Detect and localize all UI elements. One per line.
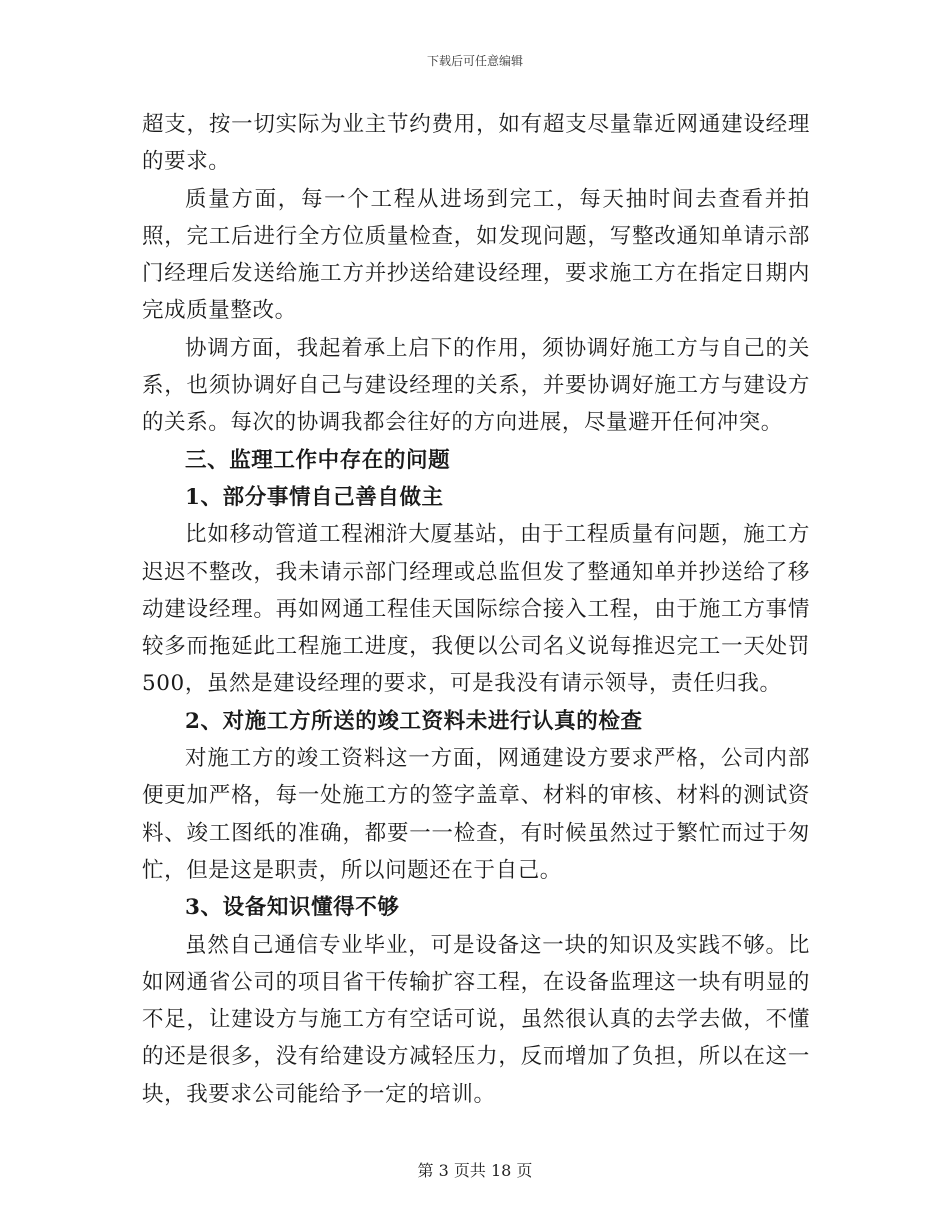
subsection-heading: 3、设备知识懂得不够 bbox=[185, 895, 400, 921]
document-body bbox=[142, 106, 810, 1113]
subsection-heading: 1、部分事情自己善自做主 bbox=[185, 484, 444, 510]
paragraph: 虽然自己通信专业毕业，可是设备这一块的知识及实践不够。比如网通省公司的项目省干传输扩容工程，在设备监理这一块有明显的不足，让建设方与施工方有空话可说，虽然很认真的去学去做，不懂的还是很多，没有给建设方减轻压力，反而增加了负担，所以在这一块，我要求公司能给予一定的培训。 bbox=[142, 932, 810, 1107]
subsection-heading: 2、对施工方所送的竣工资料未进行认真的检查 bbox=[185, 708, 643, 734]
section-heading: 三、监理工作中存在的问题 bbox=[185, 447, 451, 473]
paragraph: 质量方面，每一个工程从进场到完工，每天抽时间去查看并拍照，完工后进行全方位质量检查，如发现问题，写整改通知单请示部门经理后发送给施工方并抄送给建设经理，要求施工方在指定日期内完成质量整改。 bbox=[142, 186, 810, 324]
page-footer: 第 3 页共 18 页 bbox=[417, 1161, 533, 1180]
paragraph: 超支，按一切实际为业主节约费用，如有超支尽量靠近网通建设经理的要求。 bbox=[142, 112, 810, 175]
paragraph: 对施工方的竣工资料这一方面，网通建设方要求严格，公司内部便更加严格，每一处施工方的签字盖章、材料的审核、材料的测试资料、竣工图纸的准确，都要一一检查，有时候虽然过于繁忙而过于匆忙，但是这是职责，所以问题还在于自己。 bbox=[142, 746, 810, 883]
paragraph: 协调方面，我起着承上启下的作用，须协调好施工方与自己的关系，也须协调好自己与建设经理的关系，并要协调好施工方与建设方的关系。每次的协调我都会往好的方向进展，尽量避开任何冲突。 bbox=[142, 335, 810, 436]
paragraph: 比如移动管道工程湘浒大厦基站，由于工程质量有问题，施工方迟迟不整改，我未请示部门经理或总监但发了整通知单并抄送给了移动建设经理。再如网通工程佳天国际综合接入工程，由于施工方事情较多而拖延此工程施工进度，我便以公司名义说每推迟完工一天处罚500，虽然是建设经理的要求，可是我没有请示领导，责任归我。 bbox=[142, 522, 810, 697]
page-header: 下载后可任意编辑 bbox=[426, 54, 523, 68]
